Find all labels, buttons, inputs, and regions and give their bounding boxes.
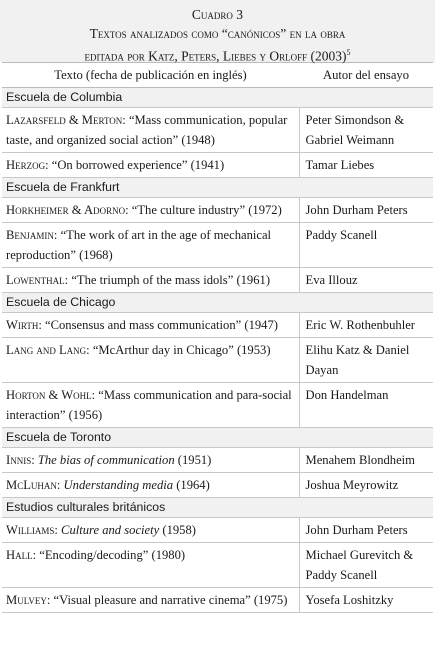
text-cell (2, 383, 299, 428)
caption-line-1: Textos analizados como “canónicos” en la obra (89, 26, 346, 41)
text-title: The bias of communication (37, 453, 175, 467)
table-row (2, 473, 433, 498)
table-row (2, 448, 433, 473)
table-body (2, 88, 433, 613)
text-title: Culture and society (61, 523, 160, 537)
text-year: (1947) (244, 318, 278, 332)
essay-author-cell: Tamar Liebes (299, 153, 433, 178)
table-row (2, 223, 433, 268)
text-title: Understanding media (63, 478, 174, 492)
essay-author-cell: Joshua Meyrowitz (299, 473, 433, 498)
text-year: (1958) (162, 523, 196, 537)
footnote-mark: 5 (346, 48, 351, 57)
text-year: (1972) (248, 203, 282, 217)
group-label: Escuela de Toronto (2, 428, 433, 448)
text-title: “The culture industry” (131, 203, 246, 217)
text-cell (2, 338, 299, 383)
text-title: “Visual pleasure and narrative cinema” (53, 593, 251, 607)
text-title: “Encoding/decoding” (39, 548, 149, 562)
text-author: Horkheimer & Adorno: (6, 203, 129, 217)
essay-author-cell: Don Handelman (299, 383, 433, 428)
text-year: (1956) (68, 408, 103, 422)
essay-author-cell: Elihu Katz & Daniel Dayan (299, 338, 433, 383)
table-row (2, 518, 433, 543)
essay-author-cell: Menahem Blondheim (299, 448, 433, 473)
text-author: Innis: (6, 453, 35, 467)
table-row (2, 153, 433, 178)
text-author: Lang and Lang: (6, 343, 90, 357)
group-label: Escuela de Columbia (2, 88, 433, 108)
group-row (2, 428, 433, 448)
text-title: “The triumph of the mass idols” (71, 273, 234, 287)
group-label: Escuela de Frankfurt (2, 178, 433, 198)
text-cell (2, 268, 299, 293)
group-label: Estudios culturales británicos (2, 498, 433, 518)
text-year: (1951) (177, 453, 212, 467)
column-header-author: Autor del ensayo (299, 63, 433, 88)
canonical-texts-table (2, 62, 433, 613)
table-row (2, 268, 433, 293)
text-year: (1964) (176, 478, 210, 492)
text-cell (2, 543, 299, 588)
text-author: Lazarsfeld & Merton: (6, 113, 126, 127)
text-year: (1953) (236, 343, 271, 357)
essay-author-cell: Peter Simondson & Gabriel Weimann (299, 108, 433, 153)
text-cell (2, 223, 299, 268)
header-row (2, 63, 433, 88)
text-author: Wirth: (6, 318, 42, 332)
text-author: McLuhan: (6, 478, 61, 492)
group-label: Escuela de Chicago (2, 293, 433, 313)
table-row (2, 543, 433, 588)
text-title: “Mass communication, popular taste, and organized social action” (6, 113, 288, 147)
essay-author-cell: Michael Gurevitch & Paddy Scanell (299, 543, 433, 588)
text-author: Lowenthal: (6, 273, 69, 287)
caption-line-2-text: editada por Katz, Peters, Liebes y Orloff (2003) (84, 48, 347, 64)
text-cell (2, 473, 299, 498)
text-year: (1980) (151, 548, 186, 562)
essay-author-cell: John Durham Peters (299, 198, 433, 223)
text-title: “Consensus and mass communication” (45, 318, 242, 332)
text-year: (1948) (181, 133, 215, 147)
essay-author-cell: Eva Illouz (299, 268, 433, 293)
group-row (2, 88, 433, 108)
text-title: “The work of art in the age of mechanical reproduction” (6, 228, 272, 262)
text-cell (2, 588, 299, 613)
text-title: “Mass communication and para-social interaction” (6, 388, 292, 422)
text-cell (2, 518, 299, 543)
essay-author-cell: Paddy Scanell (299, 223, 433, 268)
text-author: Herzog: (6, 158, 49, 172)
text-cell (2, 313, 299, 338)
text-title: “McArthur day in Chicago” (92, 343, 234, 357)
table-row (2, 108, 433, 153)
table-row (2, 383, 433, 428)
table-row (2, 313, 433, 338)
text-author: Mulvey: (6, 593, 51, 607)
column-header-text: Texto (fecha de publicación en inglés) (2, 63, 299, 88)
text-author: Benjamin: (6, 228, 58, 242)
text-cell (2, 448, 299, 473)
text-author: Williams: (6, 523, 58, 537)
text-year: (1975) (253, 593, 288, 607)
text-title: “On borrowed experience” (51, 158, 188, 172)
essay-author-cell: John Durham Peters (299, 518, 433, 543)
text-year: (1941) (190, 158, 225, 172)
text-cell (2, 198, 299, 223)
table-row (2, 198, 433, 223)
text-author: Hall: (6, 548, 37, 562)
table-row (2, 338, 433, 383)
table-caption (0, 0, 435, 62)
text-year: (1968) (79, 248, 113, 262)
essay-author-cell: Eric W. Rothenbuhler (299, 313, 433, 338)
group-row (2, 498, 433, 518)
text-cell (2, 108, 299, 153)
text-year: (1961) (236, 273, 271, 287)
text-author: Horton & Wohl: (6, 388, 96, 402)
essay-author-cell: Yosefa Loshitzky (299, 588, 433, 613)
table-row (2, 588, 433, 613)
text-cell (2, 153, 299, 178)
group-row (2, 293, 433, 313)
caption-title: Cuadro 3 (191, 7, 244, 22)
group-row (2, 178, 433, 198)
